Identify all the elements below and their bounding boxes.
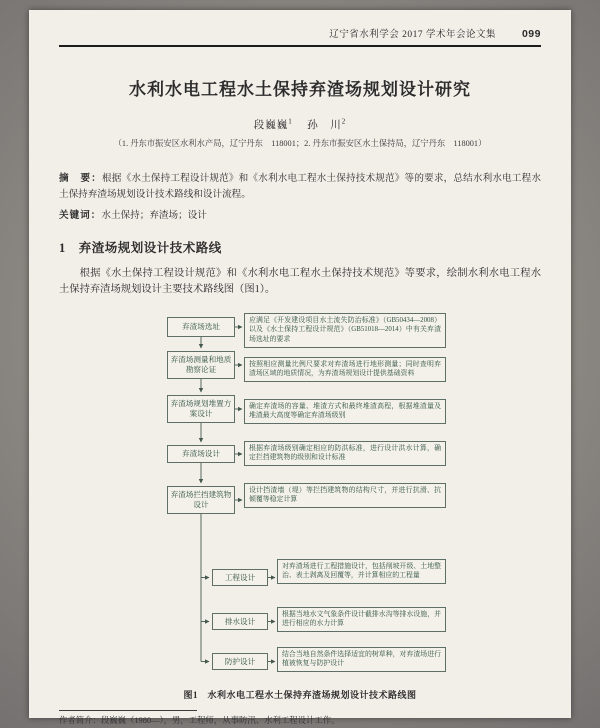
- keywords-label: 关键词：: [59, 209, 102, 221]
- keywords-text: 水土保持；弃渣场；设计: [101, 209, 207, 221]
- section-1-heading: 1 弃渣场规划设计技术路线: [59, 240, 222, 255]
- affiliation-line: （1. 丹东市振安区水利水产局，辽宁丹东 118001；2. 丹东市振安区水土保持局，辽宁丹东 118001）: [113, 139, 487, 148]
- header-rule: [59, 45, 541, 47]
- flow-node-site-selection: 弃渣场选址: [167, 317, 235, 337]
- flow-node-retaining-structure: 弃渣场拦挡建筑物设计: [167, 486, 235, 514]
- abstract: [59, 171, 541, 203]
- flow-branch-drainage-design: 排水设计: [212, 613, 268, 630]
- figure-1-caption: 图1 水利水电工程水土保持弃渣场规划设计技术路线图: [183, 689, 417, 700]
- section-1-body: 根据《水土保持工程设计规范》和《水利水电工程水土保持技术规范》等要求，绘制水利水电工程水土保持弃渣场规划设计主要技术路线图（图1）。: [59, 267, 541, 296]
- flow-desc-survey: 按照相应测量比例尺要求对弃渣场进行地形测量；同时查明弃渣场区域的地质情况，为弃渣场规划设计提供基础资料: [244, 357, 446, 382]
- flow-desc-drainage: 根据当地水文气象条件设计截排水沟等排水设施，并进行相应的水力计算: [277, 607, 446, 632]
- author-bio: 作者简介：段巍巍（1980—），男，工程师，从事防汛、水利工程设计工作。: [59, 715, 340, 725]
- flow-node-design: 弃渣场设计: [167, 445, 235, 463]
- flow-desc-protection: 结合当地自然条件选择适宜的树草种，对弃渣场进行植被恢复与防护设计: [277, 647, 446, 672]
- flow-node-planning: 弃渣场规划堆置方案设计: [167, 395, 235, 423]
- journal-title: 辽宁省水利学会 2017 学术年会论文集: [329, 30, 496, 40]
- flow-node-survey: 弃渣场测量和地质勘察论证: [167, 351, 235, 379]
- footnote-rule: [59, 710, 197, 711]
- running-header: [59, 26, 541, 45]
- paper-page: [29, 10, 571, 725]
- flow-desc-planning: 确定弃渣场的容量、堆渣方式和最终堆渣高程，根据堆渣量及堆渣最大高度等确定弃渣场级别: [244, 399, 446, 424]
- author-line: [59, 117, 541, 132]
- flow-desc-retaining-structure: 设计挡渣墙（堤）等拦挡建筑物的结构尺寸，并进行抗滑、抗倾覆等稳定计算: [244, 483, 446, 508]
- keywords: [59, 207, 541, 221]
- flow-desc-site-selection: 应满足《开发建设项目水土流失防治标准》（GB50434—2008）以及《水土保持工程设计规范》（GB51018—2014）中有关弃渣场选址的要求: [244, 313, 446, 348]
- abstract-label: 摘 要：: [59, 173, 103, 184]
- page-number: 099: [521, 28, 541, 40]
- flow-branch-engineering-design: 工程设计: [212, 569, 268, 586]
- paper-title: 水利水电工程水土保持弃渣场规划设计研究: [129, 80, 471, 99]
- author-2: 孙 川$^2$: [307, 117, 347, 131]
- page-content: [59, 26, 542, 725]
- author-1: 段巍巍$^1$: [253, 117, 293, 131]
- flow-branch-protection-design: 防护设计: [212, 653, 268, 670]
- figure-1-flowchart: [59, 313, 539, 681]
- flow-desc-design: 根据弃渣场级别确定相应的防洪标准，进行设计洪水计算，确定拦挡建筑物的级别和设计标准: [244, 441, 446, 466]
- flow-desc-engineering: 对弃渣场进行工程措施设计，包括削坡开级、土地整治、表土剥离及回覆等，并计算相应的工程量: [277, 559, 446, 584]
- abstract-text: 根据《水土保持工程设计规范》和《水利水电工程水土保持技术规范》等的要求，总结水利水电工程水土保持弃渣场规划设计技术路线和设计流程。: [59, 173, 542, 200]
